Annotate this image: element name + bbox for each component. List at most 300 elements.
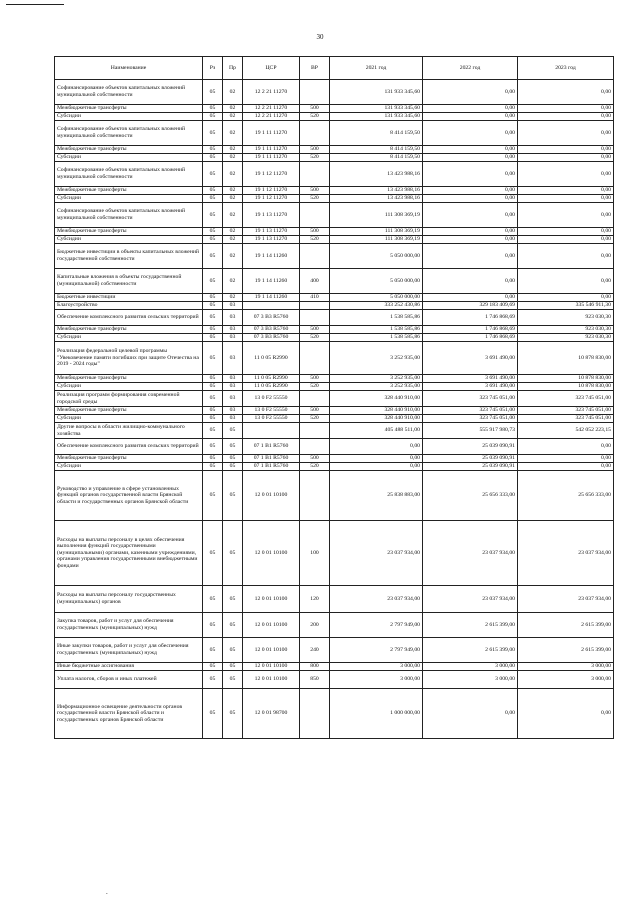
cell-rz: 05 — [203, 375, 223, 383]
cell-vr: 520 — [300, 113, 330, 121]
cell-2021: 3 252 935,00 — [330, 342, 423, 375]
cell-name: Реализация федеральной целевой программы "Увековечение памяти погибших при защите Отечества на 2019 - 2024 годы" — [55, 342, 203, 375]
cell-rz: 05 — [203, 203, 223, 228]
cell-csr: 07 1 В1 R5760 — [243, 463, 300, 471]
cell-name: Закупка товаров, работ и услуг для обеспечения государственных (муниципальных) нужд — [55, 613, 203, 638]
cell-2022: 25 039 090,91 — [423, 455, 518, 463]
table-row — [55, 187, 614, 195]
cell-pr: 02 — [223, 203, 243, 228]
cell-name: Субсидии — [55, 154, 203, 162]
cell-2021: 111 308 369,19 — [330, 228, 423, 236]
cell-csr: 07 3 В3 R5760 — [243, 310, 300, 326]
cell-2022: 0,00 — [423, 244, 518, 269]
table-row — [55, 236, 614, 244]
cell-name: Межбюджетные трансферты — [55, 187, 203, 195]
cell-2021: 2 797 949,00 — [330, 638, 423, 663]
cell-rz: 05 — [203, 407, 223, 415]
cell-vr: 200 — [300, 613, 330, 638]
cell-vr: 400 — [300, 269, 330, 294]
cell-pr: 05 — [223, 439, 243, 455]
cell-2022: 0,00 — [423, 121, 518, 146]
cell-rz: 05 — [203, 146, 223, 154]
cell-vr — [300, 80, 330, 105]
cell-2023: 0,00 — [518, 187, 614, 195]
cell-rz: 05 — [203, 439, 223, 455]
cell-2023: 0,00 — [518, 294, 614, 302]
table-row — [55, 146, 614, 154]
cell-rz: 05 — [203, 586, 223, 613]
cell-vr — [300, 471, 330, 521]
cell-2022: 3 691 490,00 — [423, 342, 518, 375]
cell-csr: 12 0 01 98700 — [243, 689, 300, 739]
cell-2023: 0,00 — [518, 439, 614, 455]
cell-rz: 05 — [203, 463, 223, 471]
cell-csr: 19 1 12 11270 — [243, 162, 300, 187]
cell-csr: 19 1 13 11270 — [243, 236, 300, 244]
cell-csr: 12 2 21 11270 — [243, 105, 300, 113]
cell-pr: 05 — [223, 463, 243, 471]
cell-2022: 1 746 868,69 — [423, 334, 518, 342]
cell-2021: 25 838 883,00 — [330, 471, 423, 521]
cell-vr: 520 — [300, 154, 330, 162]
cell-vr: 520 — [300, 334, 330, 342]
table-row — [55, 638, 614, 663]
cell-2021: 1 538 585,86 — [330, 326, 423, 334]
cell-csr: 12 0 01 10100 — [243, 586, 300, 613]
cell-2021: 8 414 159,50 — [330, 154, 423, 162]
cell-2022: 0,00 — [423, 80, 518, 105]
cell-rz: 05 — [203, 342, 223, 375]
cell-csr: 12 0 01 10100 — [243, 671, 300, 689]
cell-csr: 12 0 01 10100 — [243, 471, 300, 521]
cell-2023: 0,00 — [518, 203, 614, 228]
cell-2023: 0,00 — [518, 146, 614, 154]
cell-name: Информационное освещение деятельности органов государственной власти Брянской области и государственных органов Брянской области — [55, 689, 203, 739]
cell-2022: 0,00 — [423, 294, 518, 302]
cell-vr — [300, 310, 330, 326]
cell-name: Субсидии — [55, 113, 203, 121]
table-row — [55, 302, 614, 310]
cell-name: Другие вопросы в области жилищно-коммунального хозяйства — [55, 423, 203, 439]
cell-2023: 10 878 830,00 — [518, 375, 614, 383]
cell-name: Бюджетные инвестиции в объекты капитальных вложений государственной собственности — [55, 244, 203, 269]
cell-2021: 131 933 345,60 — [330, 80, 423, 105]
cell-2023: 0,00 — [518, 269, 614, 294]
cell-vr — [300, 423, 330, 439]
cell-csr: 19 1 14 11260 — [243, 294, 300, 302]
cell-pr: 05 — [223, 689, 243, 739]
cell-pr: 05 — [223, 663, 243, 671]
cell-name: Межбюджетные трансферты — [55, 407, 203, 415]
table-row — [55, 689, 614, 739]
cell-2021: 13 423 988,16 — [330, 195, 423, 203]
cell-2021: 5 050 000,00 — [330, 269, 423, 294]
cell-rz: 05 — [203, 228, 223, 236]
table-row — [55, 423, 614, 439]
cell-2023: 923 030,30 — [518, 326, 614, 334]
cell-csr: 12 0 01 10100 — [243, 638, 300, 663]
table-row — [55, 326, 614, 334]
cell-csr: 19 1 11 11270 — [243, 154, 300, 162]
cell-2022: 3 000,00 — [423, 671, 518, 689]
cell-pr: 02 — [223, 162, 243, 187]
cell-csr: 11 0 05 R2990 — [243, 342, 300, 375]
cell-vr — [300, 689, 330, 739]
cell-2023: 323 745 051,00 — [518, 415, 614, 423]
cell-2021: 1 000 000,00 — [330, 689, 423, 739]
table-row — [55, 294, 614, 302]
cell-rz: 05 — [203, 471, 223, 521]
cell-2021: 23 037 934,00 — [330, 521, 423, 586]
cell-csr: 19 1 12 11270 — [243, 195, 300, 203]
cell-vr: 800 — [300, 663, 330, 671]
cell-2023: 0,00 — [518, 162, 614, 187]
cell-2022: 23 037 934,00 — [423, 521, 518, 586]
cell-2022: 3 000,00 — [423, 663, 518, 671]
cell-2021: 1 538 585,86 — [330, 334, 423, 342]
cell-name: Субсидии — [55, 415, 203, 423]
cell-name: Субсидии — [55, 236, 203, 244]
cell-2023: 0,00 — [518, 195, 614, 203]
cell-2023: 0,00 — [518, 463, 614, 471]
table-row — [55, 80, 614, 105]
cell-rz: 05 — [203, 423, 223, 439]
cell-2023: 3 000,00 — [518, 663, 614, 671]
cell-2021: 13 423 988,16 — [330, 162, 423, 187]
cell-pr: 05 — [223, 638, 243, 663]
cell-2021: 5 050 000,00 — [330, 294, 423, 302]
cell-pr: 03 — [223, 334, 243, 342]
cell-name: Субсидии — [55, 463, 203, 471]
cell-2021: 5 050 000,00 — [330, 244, 423, 269]
cell-2023: 0,00 — [518, 244, 614, 269]
cell-2021: 8 414 159,50 — [330, 146, 423, 154]
cell-2022: 0,00 — [423, 187, 518, 195]
cell-rz: 05 — [203, 391, 223, 407]
cell-csr: 19 1 11 11270 — [243, 121, 300, 146]
cell-rz: 05 — [203, 195, 223, 203]
cell-name: Обеспечение комплексного развития сельских территорий — [55, 310, 203, 326]
cell-csr: 19 1 14 11260 — [243, 269, 300, 294]
cell-csr: 07 3 В3 R5760 — [243, 326, 300, 334]
cell-2023: 0,00 — [518, 689, 614, 739]
cell-2021: 3 252 935,00 — [330, 375, 423, 383]
cell-rz: 05 — [203, 236, 223, 244]
cell-rz: 05 — [203, 105, 223, 113]
cell-rz: 05 — [203, 638, 223, 663]
cell-2021: 131 933 345,60 — [330, 113, 423, 121]
cell-pr: 03 — [223, 375, 243, 383]
cell-2021: 333 252 430,86 — [330, 302, 423, 310]
table-body — [55, 80, 614, 739]
cell-rz: 05 — [203, 294, 223, 302]
cell-2022: 23 037 934,00 — [423, 586, 518, 613]
table-row — [55, 521, 614, 586]
cell-2023: 923 030,30 — [518, 310, 614, 326]
cell-vr: 500 — [300, 375, 330, 383]
cell-2022: 0,00 — [423, 203, 518, 228]
table-row — [55, 269, 614, 294]
cell-pr: 05 — [223, 613, 243, 638]
cell-2021: 2 797 949,00 — [330, 613, 423, 638]
cell-csr: 12 0 01 10100 — [243, 613, 300, 638]
footer-mark: . — [106, 888, 108, 896]
table-row — [55, 415, 614, 423]
cell-2021: 111 308 369,19 — [330, 203, 423, 228]
cell-2023: 10 878 830,00 — [518, 383, 614, 391]
cell-name: Бюджетные инвестиции — [55, 294, 203, 302]
cell-vr — [300, 121, 330, 146]
cell-2022: 0,00 — [423, 195, 518, 203]
cell-2023: 0,00 — [518, 121, 614, 146]
cell-pr: 02 — [223, 187, 243, 195]
table-row — [55, 463, 614, 471]
cell-2023: 323 745 051,00 — [518, 407, 614, 415]
cell-csr: 11 0 05 R2990 — [243, 383, 300, 391]
cell-pr: 02 — [223, 228, 243, 236]
cell-2021: 0,00 — [330, 439, 423, 455]
cell-2023: 335 546 911,30 — [518, 302, 614, 310]
cell-2022: 0,00 — [423, 154, 518, 162]
cell-name: Межбюджетные трансферты — [55, 228, 203, 236]
table-row — [55, 342, 614, 375]
cell-2023: 0,00 — [518, 228, 614, 236]
cell-pr: 02 — [223, 244, 243, 269]
cell-2021: 1 538 585,86 — [330, 310, 423, 326]
cell-2022: 0,00 — [423, 162, 518, 187]
cell-rz: 05 — [203, 302, 223, 310]
cell-csr: 11 0 05 R2990 — [243, 375, 300, 383]
cell-2022: 0,00 — [423, 689, 518, 739]
cell-rz: 05 — [203, 521, 223, 586]
cell-pr: 02 — [223, 236, 243, 244]
table-row — [55, 195, 614, 203]
table-row — [55, 334, 614, 342]
cell-vr: 500 — [300, 187, 330, 195]
table-row — [55, 105, 614, 113]
table-row — [55, 113, 614, 121]
col-header-csr: ЦСР — [243, 57, 300, 80]
table-row — [55, 407, 614, 415]
cell-name: Расходы на выплаты персоналу государственных (муниципальных) органов — [55, 586, 203, 613]
cell-2021: 328 440 910,00 — [330, 415, 423, 423]
cell-2021: 0,00 — [330, 455, 423, 463]
cell-rz: 05 — [203, 415, 223, 423]
table-row — [55, 439, 614, 455]
cell-2023: 323 745 051,00 — [518, 391, 614, 407]
cell-2023: 0,00 — [518, 105, 614, 113]
cell-2021: 3 000,00 — [330, 663, 423, 671]
cell-pr: 02 — [223, 80, 243, 105]
cell-vr: 520 — [300, 463, 330, 471]
cell-2021: 405 488 511,00 — [330, 423, 423, 439]
cell-pr: 03 — [223, 302, 243, 310]
table-row — [55, 471, 614, 521]
cell-vr — [300, 391, 330, 407]
cell-pr: 05 — [223, 586, 243, 613]
col-header-vr: ВР — [300, 57, 330, 80]
cell-rz: 05 — [203, 663, 223, 671]
cell-name: Благоустройство — [55, 302, 203, 310]
cell-2023: 3 000,00 — [518, 671, 614, 689]
cell-rz: 05 — [203, 383, 223, 391]
cell-2021: 0,00 — [330, 463, 423, 471]
cell-name: Межбюджетные трансферты — [55, 326, 203, 334]
cell-rz: 05 — [203, 455, 223, 463]
cell-pr: 05 — [223, 521, 243, 586]
cell-csr: 07 1 В1 R5760 — [243, 439, 300, 455]
cell-csr: 12 0 01 10100 — [243, 663, 300, 671]
cell-2022: 323 745 051,00 — [423, 407, 518, 415]
cell-pr: 02 — [223, 121, 243, 146]
cell-csr: 12 2 21 11270 — [243, 113, 300, 121]
cell-pr: 02 — [223, 195, 243, 203]
cell-name: Межбюджетные трансферты — [55, 375, 203, 383]
cell-pr: 05 — [223, 455, 243, 463]
cell-csr: 19 1 14 11260 — [243, 244, 300, 269]
cell-2022: 3 691 490,00 — [423, 375, 518, 383]
cell-2023: 2 615 399,00 — [518, 638, 614, 663]
cell-vr — [300, 302, 330, 310]
cell-2023: 0,00 — [518, 455, 614, 463]
cell-pr: 05 — [223, 471, 243, 521]
cell-2022: 0,00 — [423, 105, 518, 113]
cell-pr: 05 — [223, 671, 243, 689]
cell-name: Уплата налогов, сборов и иных платежей — [55, 671, 203, 689]
cell-csr: 12 2 21 11270 — [243, 80, 300, 105]
cell-2022: 329 183 409,69 — [423, 302, 518, 310]
cell-name: Софинансирование объектов капитальных вложений муниципальной собственности — [55, 80, 203, 105]
cell-2023: 23 037 934,00 — [518, 521, 614, 586]
cell-name: Субсидии — [55, 334, 203, 342]
cell-vr: 410 — [300, 294, 330, 302]
cell-name: Руководство и управление в сфере установленных функций органов государственной власти Брянской области и государственных органов Брянской области — [55, 471, 203, 521]
cell-2022: 323 745 051,00 — [423, 415, 518, 423]
cell-rz: 05 — [203, 244, 223, 269]
cell-2022: 25 039 090,91 — [423, 463, 518, 471]
cell-name: Расходы на выплаты персоналу в целях обеспечения выполнения функций государственными (муниципальными) органами, казенными учреждениями, органами управления государственными внебюджетными фондами — [55, 521, 203, 586]
cell-2022: 323 745 051,00 — [423, 391, 518, 407]
cell-name: Софинансирование объектов капитальных вложений муниципальной собственности — [55, 203, 203, 228]
cell-2023: 10 878 830,00 — [518, 342, 614, 375]
cell-2023: 0,00 — [518, 154, 614, 162]
cell-vr: 500 — [300, 146, 330, 154]
cell-csr: 13 0 F2 55550 — [243, 407, 300, 415]
cell-pr: 03 — [223, 383, 243, 391]
cell-2022: 0,00 — [423, 228, 518, 236]
cell-2021: 111 308 369,19 — [330, 236, 423, 244]
cell-rz: 05 — [203, 689, 223, 739]
cell-csr: 19 1 12 11270 — [243, 187, 300, 195]
cell-2022: 1 746 868,69 — [423, 326, 518, 334]
cell-name: Иные бюджетные ассигнования — [55, 663, 203, 671]
cell-2023: 923 030,30 — [518, 334, 614, 342]
cell-vr: 520 — [300, 383, 330, 391]
cell-rz: 05 — [203, 326, 223, 334]
cell-vr: 500 — [300, 407, 330, 415]
cell-vr: 520 — [300, 415, 330, 423]
cell-2022: 555 917 980,73 — [423, 423, 518, 439]
cell-2021: 8 414 159,50 — [330, 121, 423, 146]
cell-vr: 240 — [300, 638, 330, 663]
table-row — [55, 121, 614, 146]
cell-pr: 02 — [223, 146, 243, 154]
cell-csr: 07 3 В3 R5760 — [243, 334, 300, 342]
table-row — [55, 671, 614, 689]
table-row — [55, 203, 614, 228]
cell-2021: 328 440 910,00 — [330, 391, 423, 407]
cell-rz: 05 — [203, 187, 223, 195]
budget-table — [54, 56, 614, 739]
cell-vr — [300, 203, 330, 228]
cell-2022: 1 746 868,69 — [423, 310, 518, 326]
cell-vr: 100 — [300, 521, 330, 586]
cell-vr: 500 — [300, 228, 330, 236]
cell-2023: 0,00 — [518, 80, 614, 105]
cell-vr — [300, 162, 330, 187]
cell-pr: 03 — [223, 391, 243, 407]
cell-2021: 3 252 935,00 — [330, 383, 423, 391]
cell-2023: 0,00 — [518, 236, 614, 244]
table-row — [55, 383, 614, 391]
col-header-2023: 2023 год — [518, 57, 614, 80]
cell-rz: 05 — [203, 121, 223, 146]
cell-rz: 05 — [203, 269, 223, 294]
cell-rz: 05 — [203, 334, 223, 342]
cell-vr: 500 — [300, 105, 330, 113]
cell-pr: 03 — [223, 310, 243, 326]
cell-csr: 19 1 11 11270 — [243, 146, 300, 154]
col-header-2022: 2022 год — [423, 57, 518, 80]
cell-pr: 02 — [223, 105, 243, 113]
cell-vr: 520 — [300, 195, 330, 203]
cell-name: Межбюджетные трансферты — [55, 105, 203, 113]
cell-name: Капитальные вложения в объекты государственной (муниципальной) собственности — [55, 269, 203, 294]
cell-csr: 13 0 F2 55550 — [243, 391, 300, 407]
col-header-pr: Пр — [223, 57, 243, 80]
table-header-row — [55, 57, 614, 80]
cell-name: Субсидии — [55, 195, 203, 203]
cell-2022: 0,00 — [423, 269, 518, 294]
cell-2023: 25 656 333,00 — [518, 471, 614, 521]
cell-2021: 3 000,00 — [330, 671, 423, 689]
cell-pr: 03 — [223, 326, 243, 334]
cell-pr: 03 — [223, 342, 243, 375]
cell-name: Межбюджетные трансферты — [55, 146, 203, 154]
cell-name: Обеспечение комплексного развития сельских территорий — [55, 439, 203, 455]
cell-2022: 0,00 — [423, 113, 518, 121]
cell-2022: 0,00 — [423, 146, 518, 154]
cell-pr: 03 — [223, 415, 243, 423]
cell-csr — [243, 423, 300, 439]
cell-2023: 2 615 399,00 — [518, 613, 614, 638]
cell-rz: 05 — [203, 154, 223, 162]
cell-2023: 542 052 223,15 — [518, 423, 614, 439]
cell-vr: 850 — [300, 671, 330, 689]
cell-2021: 131 933 345,60 — [330, 105, 423, 113]
table-row — [55, 310, 614, 326]
cell-name: Реализация программ формирования современной городской среды — [55, 391, 203, 407]
table-row — [55, 375, 614, 383]
cell-pr: 02 — [223, 294, 243, 302]
cell-2022: 2 615 399,00 — [423, 613, 518, 638]
cell-2022: 25 656 333,00 — [423, 471, 518, 521]
table-row — [55, 154, 614, 162]
cell-2021: 13 423 988,16 — [330, 187, 423, 195]
cell-csr: 12 0 01 10100 — [243, 521, 300, 586]
cell-rz: 05 — [203, 113, 223, 121]
cell-vr — [300, 439, 330, 455]
